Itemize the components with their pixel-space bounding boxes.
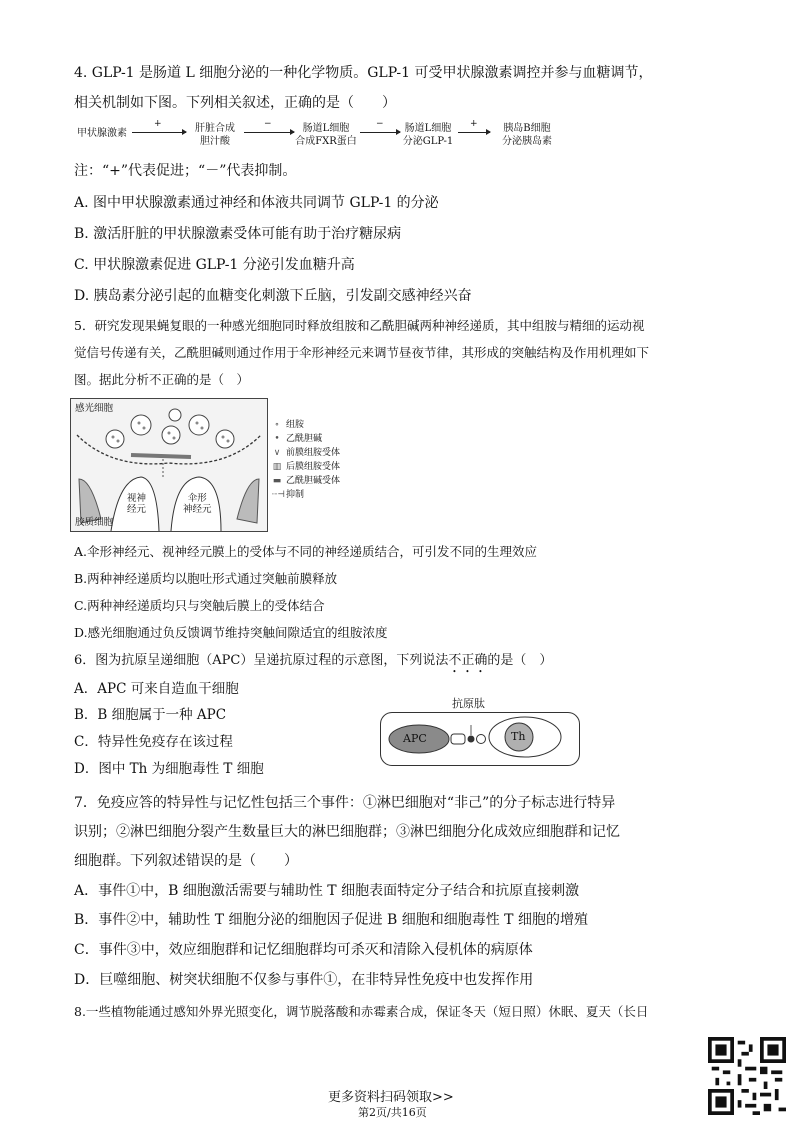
flow-sign-3: − — [376, 119, 384, 129]
q8-stem-line1: 8.一些植物能通过感知外界光照变化，调节脱落酸和赤霉素合成，保证冬天（短日照）休眠、夏天（长日 — [74, 1004, 649, 1019]
q6-option-a: A．APC 可来自造血干细胞 — [74, 681, 239, 697]
q4-stem-line1: 4. GLP-1 是肠道 L 细胞分泌的一种化学物质。GLP-1 可受甲状腺激素调控并参与血糖调节， — [74, 65, 653, 81]
flow-arrow-3 — [360, 132, 400, 133]
flow-box-liver-l2: 胆汁酸 — [200, 136, 230, 147]
flow-box-glp1-l2: 分泌GLP-1 — [402, 136, 454, 147]
q7-option-b: B．事件②中，辅助性 T 细胞分泌的细胞因子促进 B 细胞和细胞毒性 T 细胞的增殖 — [74, 912, 588, 928]
q5-stem-line3: 图。据此分析不正确的是（ ） — [74, 372, 250, 387]
legend-pre-receptor: ∨ 前膜组胺受体 — [273, 448, 341, 458]
flow-box-insulin-l2: 分泌胰岛素 — [502, 136, 552, 147]
legend-acetylcholine: • 乙酰胆碱 — [272, 432, 340, 446]
flow-sign-1: + — [154, 119, 162, 129]
flow-arrow-2 — [244, 132, 294, 133]
q7-stem-line3: 细胞群。下列叙述错误的是（ ） — [74, 853, 298, 869]
v-receptor-icon: ∨ — [273, 448, 281, 458]
q7-option-d: D．巨噬细胞、树突状细胞不仅参与事件①，在非特异性免疫中也发挥作用 — [74, 972, 534, 988]
q6-stem-post: 的是（ ） — [487, 653, 553, 668]
q6-stem-pre: 6．图为抗原呈递细胞（APC）呈递抗原过程的示意图，下列说法 — [74, 653, 449, 668]
square-receptor-icon: ▥ — [272, 462, 282, 472]
q6-option-d: D．图中 Th 为细胞毒性 T 细胞 — [74, 761, 264, 777]
flow-box-fxr — [294, 122, 358, 148]
q6-option-c: C．特异性免疫存在该过程 — [74, 734, 233, 750]
label-apc: APC — [403, 732, 427, 745]
flow-box-liver — [188, 122, 242, 148]
flow-box-insulin — [494, 122, 560, 148]
q7-option-c: C．事件③中，效应细胞群和记忆细胞群均可杀灭和清除入侵机体的病原体 — [74, 942, 533, 958]
flow-sign-4: + — [470, 119, 478, 129]
legend-inhibit: ┈⊣ 抑制 — [272, 490, 305, 500]
cup-receptor-icon: ▬ — [272, 476, 282, 486]
q4-option-b: B. 激活肝脏的甲状腺激素受体可能有助于治疗糖尿病 — [74, 226, 402, 242]
label-antigen-peptide: 抗原肽 — [452, 697, 485, 710]
q7-stem-line2: 识别；②淋巴细胞分裂产生数量巨大的淋巴细胞群；③淋巴细胞分化成效应细胞群和记忆 — [74, 824, 620, 840]
q4-option-a: A. 图中甲状腺激素通过神经和体液共同调节 GLP-1 的分泌 — [74, 195, 439, 211]
q4-option-c: C. 甲状腺激素促进 GLP-1 分泌引发血糖升高 — [74, 257, 355, 273]
flow-arrow-4 — [458, 132, 490, 133]
q4-stem-line2: 相关机制如下图。下列相关叙述，正确的是（ ） — [74, 95, 396, 111]
label-glial-cell: 胶质细胞 — [75, 517, 114, 528]
flow-box-glp1-l1: 肠道L细胞 — [404, 123, 452, 134]
label-th: Th — [511, 730, 526, 743]
q4-flow-diagram — [74, 119, 552, 152]
flow-box-liver-l1: 肝脏合成 — [195, 123, 235, 134]
apc-figure — [380, 712, 580, 766]
synapse-figure — [70, 398, 268, 532]
q4-note: 注：“+”代表促进；“－”代表抑制。 — [74, 163, 297, 179]
legend-post-receptor: ▥ 后膜组胺受体 — [272, 462, 341, 472]
flow-box-glp1 — [400, 122, 456, 148]
footer-more-link[interactable]: 更多资料扫码领取>> — [328, 1090, 454, 1105]
q5-option-d: D.感光细胞通过负反馈调节维持突触间隙适宜的组胺浓度 — [74, 625, 388, 640]
flow-box-thyroid: 甲状腺激素 — [77, 128, 127, 139]
label-optic-neuron-l2: 经元 — [127, 504, 147, 515]
q5-option-c: C.两种神经递质均只与突触后膜上的受体结合 — [74, 598, 325, 613]
label-umbrella-neuron — [183, 493, 212, 515]
synapse-legend — [272, 418, 340, 502]
synapse-drawing — [71, 399, 267, 531]
q5-option-a: A.伞形神经元、视神经元膜上的受体与不同的神经递质结合，可引发不同的生理效应 — [74, 544, 538, 559]
label-optic-neuron — [127, 493, 146, 515]
q7-option-a: A．事件①中，B 细胞激活需要与辅助性 T 细胞表面特定分子结合和抗原直接刺激 — [74, 883, 580, 899]
q6-stem — [74, 652, 552, 676]
q4-option-d: D. 胰岛素分泌引起的血糖变化刺激下丘脑，引发副交感神经兴奋 — [74, 288, 472, 304]
label-umbrella-neuron-l2: 神经元 — [183, 504, 212, 515]
q5-stem-line1: 5．研究发现果蝇复眼的一种感光细胞同时释放组胺和乙酰胆碱两种神经递质，其中组胺与精细的运动视 — [74, 318, 645, 333]
q6-stem-emphasis: 不正确 — [448, 653, 488, 668]
label-optic-neuron-l1: 视神 — [127, 493, 147, 504]
flow-box-insulin-l1: 胰岛B细胞 — [503, 123, 551, 134]
qr-code-icon[interactable] — [708, 1037, 786, 1115]
page-number: 第2页/共16页 — [358, 1106, 427, 1119]
label-photoreceptor: 感光细胞 — [75, 403, 114, 414]
inhibit-arrow-icon: ┈⊣ — [272, 490, 286, 500]
flow-box-fxr-l2: 合成FXR蛋白 — [295, 136, 357, 147]
label-umbrella-neuron-l1: 伞形 — [187, 493, 207, 504]
flow-sign-2: − — [264, 119, 272, 129]
flow-arrow-1 — [132, 132, 186, 133]
q5-stem-line2: 觉信号传递有关，乙酰胆碱则通过作用于伞形神经元来调节昼夜节律，其形成的突触结构及作用机理如下 — [74, 345, 650, 360]
legend-histamine: ∘ 组胺 — [272, 418, 340, 432]
q6-option-b: B．B 细胞属于一种 APC — [74, 707, 227, 723]
flow-box-fxr-l1: 肠道L细胞 — [302, 123, 350, 134]
dot-icon: ∘ — [274, 420, 280, 430]
legend-ach-receptor: ▬ 乙酰胆碱受体 — [272, 476, 341, 486]
q7-stem-line1: 7．免疫应答的特异性与记忆性包括三个事件：①淋巴细胞对“非己”的分子标志进行特异 — [74, 795, 616, 811]
dot-icon: • — [274, 434, 280, 444]
q5-option-b: B.两种神经递质均以胞吐形式通过突触前膜释放 — [74, 571, 338, 586]
